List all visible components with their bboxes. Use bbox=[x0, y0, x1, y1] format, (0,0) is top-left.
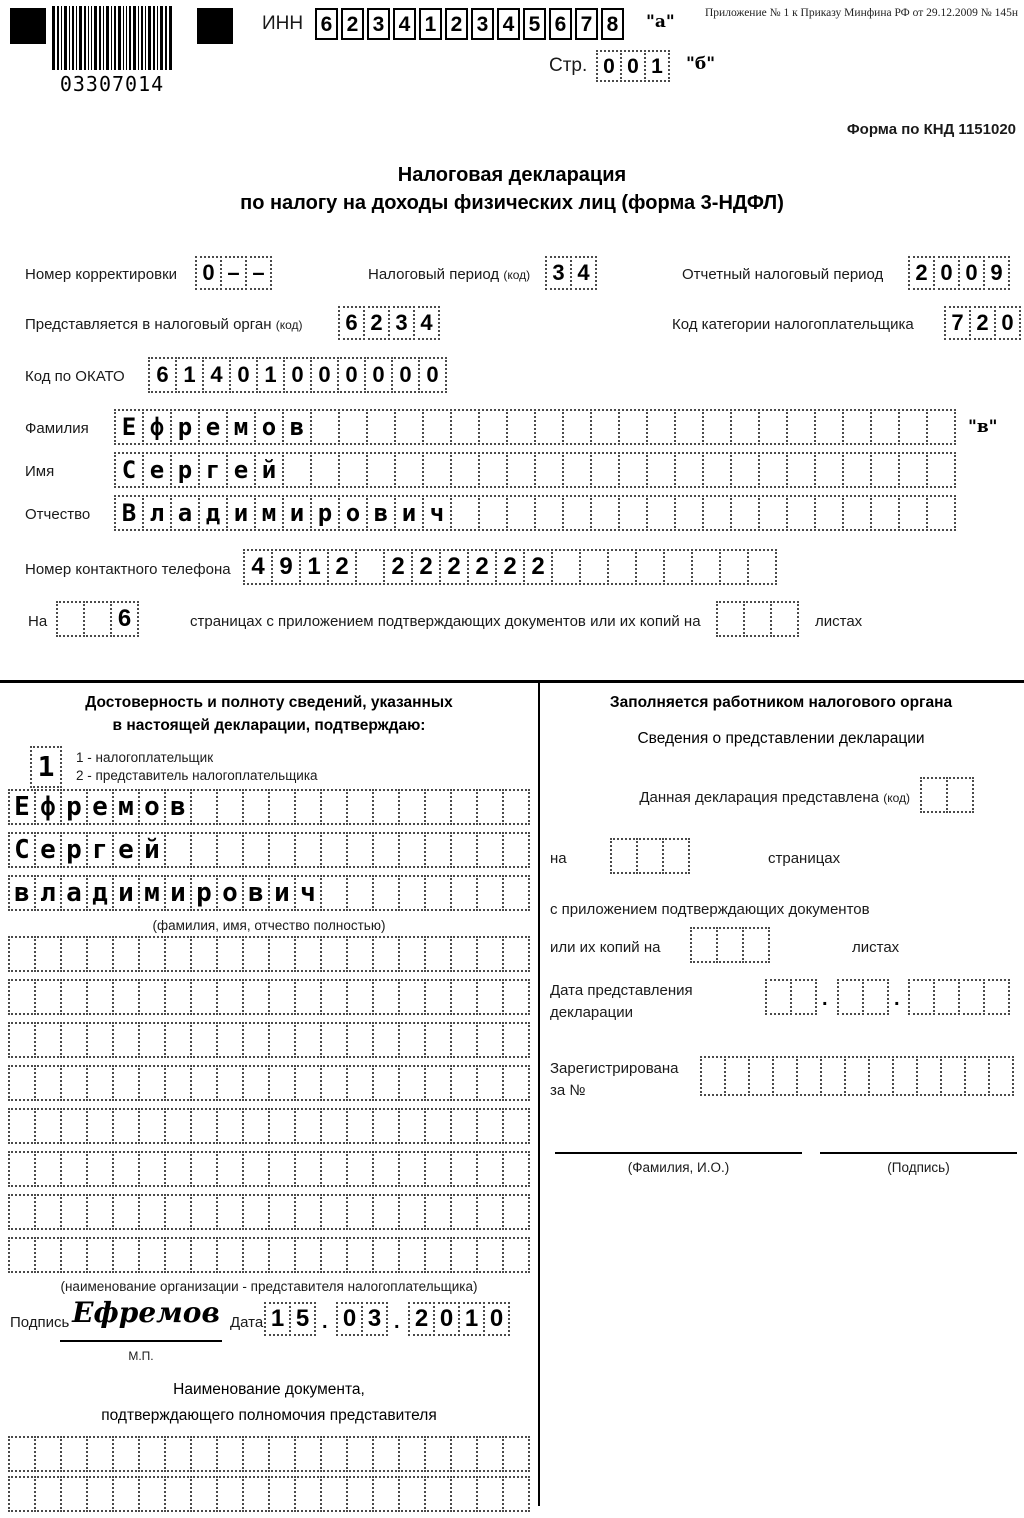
patronymic-field[interactable]: В л а д и м и р о в и ч bbox=[114, 495, 956, 531]
barcode bbox=[52, 6, 172, 70]
declarant-heading-line2: в настоящей декларации, подтверждаю: bbox=[112, 717, 426, 734]
reporting-period-field[interactable]: 2 0 0 9 bbox=[908, 256, 1010, 290]
declarant-first-name-field[interactable]: С е р г е й bbox=[8, 832, 530, 868]
phone-label: Номер контактного телефона bbox=[25, 561, 231, 578]
declarant-type-option1: 1 - налогоплательщик bbox=[76, 750, 214, 765]
okato-label: Код по ОКАТО bbox=[25, 368, 125, 385]
inn-label: ИНН bbox=[262, 13, 304, 34]
section-divider-vertical bbox=[538, 680, 540, 1506]
tax-period-field[interactable]: 3 4 bbox=[545, 256, 597, 290]
date-separator: . bbox=[394, 1311, 400, 1333]
attachments-line: с приложением подтверждающих документов bbox=[550, 901, 870, 918]
section-divider-horizontal bbox=[0, 680, 1024, 683]
correction-number-field[interactable]: 0 – – bbox=[195, 256, 272, 290]
org-name-field-row8[interactable] bbox=[8, 1237, 530, 1273]
declarant-type-field[interactable]: 1 bbox=[30, 746, 62, 788]
date-year-field[interactable]: 2 0 1 0 bbox=[408, 1302, 510, 1336]
registered-label-line1: Зарегистрирована bbox=[550, 1060, 679, 1077]
official-pages-prefix: на bbox=[550, 850, 567, 867]
submitted-label: Данная декларация представлена (код) bbox=[639, 789, 910, 806]
submission-date-label-line1: Дата представления bbox=[550, 982, 693, 999]
submission-date-month-field[interactable] bbox=[837, 979, 889, 1015]
form-title-line1: Налоговая декларация bbox=[397, 164, 627, 186]
official-copies-field[interactable] bbox=[690, 927, 770, 963]
doc-name-field-row2[interactable] bbox=[8, 1476, 530, 1512]
correction-number-label: Номер корректировки bbox=[25, 266, 178, 283]
barcode-number: 03307014 bbox=[59, 72, 165, 96]
org-name-field-row5[interactable] bbox=[8, 1108, 530, 1144]
signature-line bbox=[60, 1340, 222, 1342]
submitted-code-field[interactable] bbox=[920, 777, 974, 813]
phone-field[interactable]: 4 9 1 2 2 2 2 2 2 2 bbox=[243, 549, 777, 585]
fio-caption: (фамилия, имя, отчество полностью) bbox=[152, 918, 386, 933]
doc-heading-line2: подтверждающего полномочия представителя bbox=[101, 1407, 437, 1424]
reporting-period-label: Отчетный налоговый период bbox=[682, 266, 884, 283]
pages-middle-label: страницах с приложением подтверждающих документов или их копий на bbox=[190, 613, 701, 630]
org-name-field-row7[interactable] bbox=[8, 1194, 530, 1230]
registration-number-field[interactable] bbox=[700, 1056, 1014, 1096]
org-name-field-row4[interactable] bbox=[8, 1065, 530, 1101]
official-subheading: Сведения о представлении декларации bbox=[637, 730, 925, 747]
tax-authority-label: Представляется в налоговый орган (код) bbox=[25, 316, 303, 333]
submission-date-year-field[interactable] bbox=[908, 979, 1010, 1015]
page-number-field[interactable]: 0 0 1 bbox=[596, 50, 670, 82]
declarant-heading-line1: Достоверность и полноту сведений, указанных bbox=[85, 694, 453, 711]
tax-authority-field[interactable]: 6 2 3 4 bbox=[338, 306, 440, 340]
org-caption: (наименование организации - представителя налогоплательщика) bbox=[60, 1279, 478, 1294]
taxpayer-category-field[interactable]: 7 2 0 bbox=[944, 306, 1021, 340]
date-separator: . bbox=[822, 988, 828, 1010]
doc-heading-line1: Наименование документа, bbox=[173, 1381, 365, 1398]
official-pages-field[interactable] bbox=[610, 838, 690, 874]
official-heading: Заполняется работником налогового органа bbox=[609, 694, 953, 711]
inn-field[interactable]: 6 2 3 4 1 2 3 4 5 6 7 8 bbox=[315, 8, 624, 40]
official-sign-line[interactable] bbox=[820, 1152, 1017, 1154]
signature-value[interactable]: Ефремов bbox=[72, 1296, 220, 1329]
declarant-type-option2: 2 - представитель налогоплательщика bbox=[76, 768, 318, 783]
okato-field[interactable]: 6 1 4 0 1 0 0 0 0 0 0 bbox=[148, 357, 447, 393]
stamp-label: М.П. bbox=[128, 1349, 154, 1363]
signature-label: Подпись bbox=[10, 1314, 70, 1331]
tax-period-label: Налоговый период (код) bbox=[368, 266, 531, 283]
surname-field[interactable]: Е ф р е м о в bbox=[114, 409, 956, 445]
declarant-surname-field[interactable]: Е ф р е м о в bbox=[8, 789, 530, 825]
pages-prefix-label: На bbox=[28, 613, 48, 630]
date-separator: . bbox=[322, 1311, 328, 1333]
marker-a: "а" bbox=[646, 12, 675, 32]
official-name-line[interactable] bbox=[555, 1152, 802, 1154]
registered-label-line2: за № bbox=[550, 1082, 586, 1099]
patronymic-label: Отчество bbox=[25, 506, 91, 523]
pages-suffix-label: листах bbox=[815, 613, 863, 630]
date-day-field[interactable]: 1 5 bbox=[264, 1302, 316, 1336]
official-copies-prefix: или их копий на bbox=[550, 939, 661, 956]
page-number-label: Стр. bbox=[549, 55, 588, 76]
official-copies-suffix: листах bbox=[852, 939, 900, 956]
doc-name-field-row1[interactable] bbox=[8, 1436, 530, 1472]
registration-mark bbox=[197, 8, 233, 44]
first-name-label: Имя bbox=[25, 463, 55, 480]
org-name-field-row3[interactable] bbox=[8, 1022, 530, 1058]
submission-date-day-field[interactable] bbox=[765, 979, 817, 1015]
date-separator: . bbox=[894, 988, 900, 1010]
date-month-field[interactable]: 0 3 bbox=[336, 1302, 388, 1336]
org-name-field-row2[interactable] bbox=[8, 979, 530, 1015]
official-name-caption: (Фамилия, И.О.) bbox=[627, 1160, 730, 1175]
submission-date-label-line2: декларации bbox=[550, 1004, 633, 1021]
pages-count-field[interactable]: 6 bbox=[56, 601, 139, 637]
form-title-line2: по налогу на доходы физических лиц (форма 3-НДФЛ) bbox=[240, 192, 784, 214]
org-name-field-row1[interactable] bbox=[8, 936, 530, 972]
official-pages-suffix: страницах bbox=[768, 850, 841, 867]
surname-label: Фамилия bbox=[25, 420, 89, 437]
declarant-patronymic-field[interactable]: в л а д и м и р о в и ч bbox=[8, 875, 530, 911]
marker-v: "в" bbox=[968, 417, 998, 437]
official-sign-caption: (Подпись) bbox=[887, 1160, 950, 1175]
date-label: Дата bbox=[230, 1314, 264, 1331]
form-code: Форма по КНД 1151020 bbox=[846, 121, 1016, 138]
appendix-note: Приложение № 1 к Приказу Минфина РФ от 29.12.2009 № 145н bbox=[705, 7, 1018, 19]
marker-b: "б" bbox=[686, 54, 716, 74]
first-name-field[interactable]: С е р г е й bbox=[114, 452, 956, 488]
attachment-sheets-field[interactable] bbox=[716, 601, 799, 637]
registration-mark bbox=[10, 8, 46, 44]
org-name-field-row6[interactable] bbox=[8, 1151, 530, 1187]
taxpayer-category-label: Код категории налогоплательщика bbox=[672, 316, 914, 333]
